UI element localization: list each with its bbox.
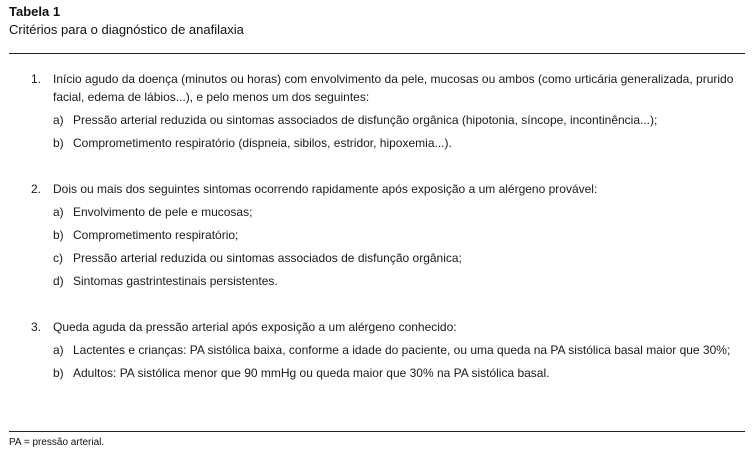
item-text: Comprometimento respiratório;	[73, 228, 239, 242]
item-text: Lactentes e crianças: PA sistólica baixa, conforme a idade do paciente, ou uma queda na PA sistólica basal maior que 30%;	[73, 343, 731, 357]
criterion-number: 2.	[31, 182, 42, 196]
criterion-item	[53, 272, 743, 290]
criterion-number: 3.	[31, 320, 42, 334]
item-letter: a)	[53, 343, 64, 357]
criterion-text: Queda aguda da pressão arterial após exposição a um alérgeno conhecido:	[53, 320, 457, 334]
criterion-number: 1.	[31, 72, 42, 86]
criterion-item	[53, 111, 743, 129]
criterion-text: Dois ou mais dos seguintes sintomas ocorrendo rapidamente após exposição a um alérgeno provável:	[53, 182, 598, 196]
criterion-item	[53, 249, 743, 267]
item-letter: b)	[53, 136, 64, 150]
item-letter: b)	[53, 366, 64, 380]
criterion-item	[53, 364, 743, 382]
item-text: Envolvimento de pele e mucosas;	[73, 205, 253, 219]
item-letter: d)	[53, 274, 64, 288]
top-divider	[9, 53, 745, 54]
item-letter: a)	[53, 113, 64, 127]
item-text: Adultos: PA sistólica menor que 90 mmHg ou queda maior que 30% na PA sistólica basal.	[73, 366, 550, 380]
item-letter: c)	[53, 251, 63, 265]
criterion-1	[31, 70, 743, 152]
table-title: Tabela 1	[9, 4, 61, 19]
criterion-text: Início agudo da doença (minutos ou horas) com envolvimento da pele, mucosas ou ambos (como urticária generalizada, prurido facial, edema de lábios...), e pelo menos um dos seguintes:	[53, 72, 734, 104]
item-text: Pressão arterial reduzida ou sintomas associados de disfunção orgânica;	[73, 251, 462, 265]
table-subtitle: Critérios para o diagnóstico de anafilaxia	[9, 22, 244, 37]
criterion-2	[31, 180, 743, 290]
table-footnote: PA = pressão arterial.	[9, 437, 105, 448]
criterion-item	[53, 203, 743, 221]
bottom-divider	[9, 431, 745, 432]
item-text: Comprometimento respiratório (dispneia, sibilos, estridor, hipoxemia...).	[73, 136, 452, 150]
criterion-item	[53, 226, 743, 244]
item-letter: a)	[53, 205, 64, 219]
item-text: Sintomas gastrintestinais persistentes.	[73, 274, 278, 288]
criterion-item	[53, 134, 743, 152]
item-letter: b)	[53, 228, 64, 242]
item-text: Pressão arterial reduzida ou sintomas associados de disfunção orgânica (hipotonia, síncope, incontinência...);	[73, 113, 658, 127]
criterion-3	[31, 318, 743, 382]
criterion-item	[53, 341, 743, 359]
